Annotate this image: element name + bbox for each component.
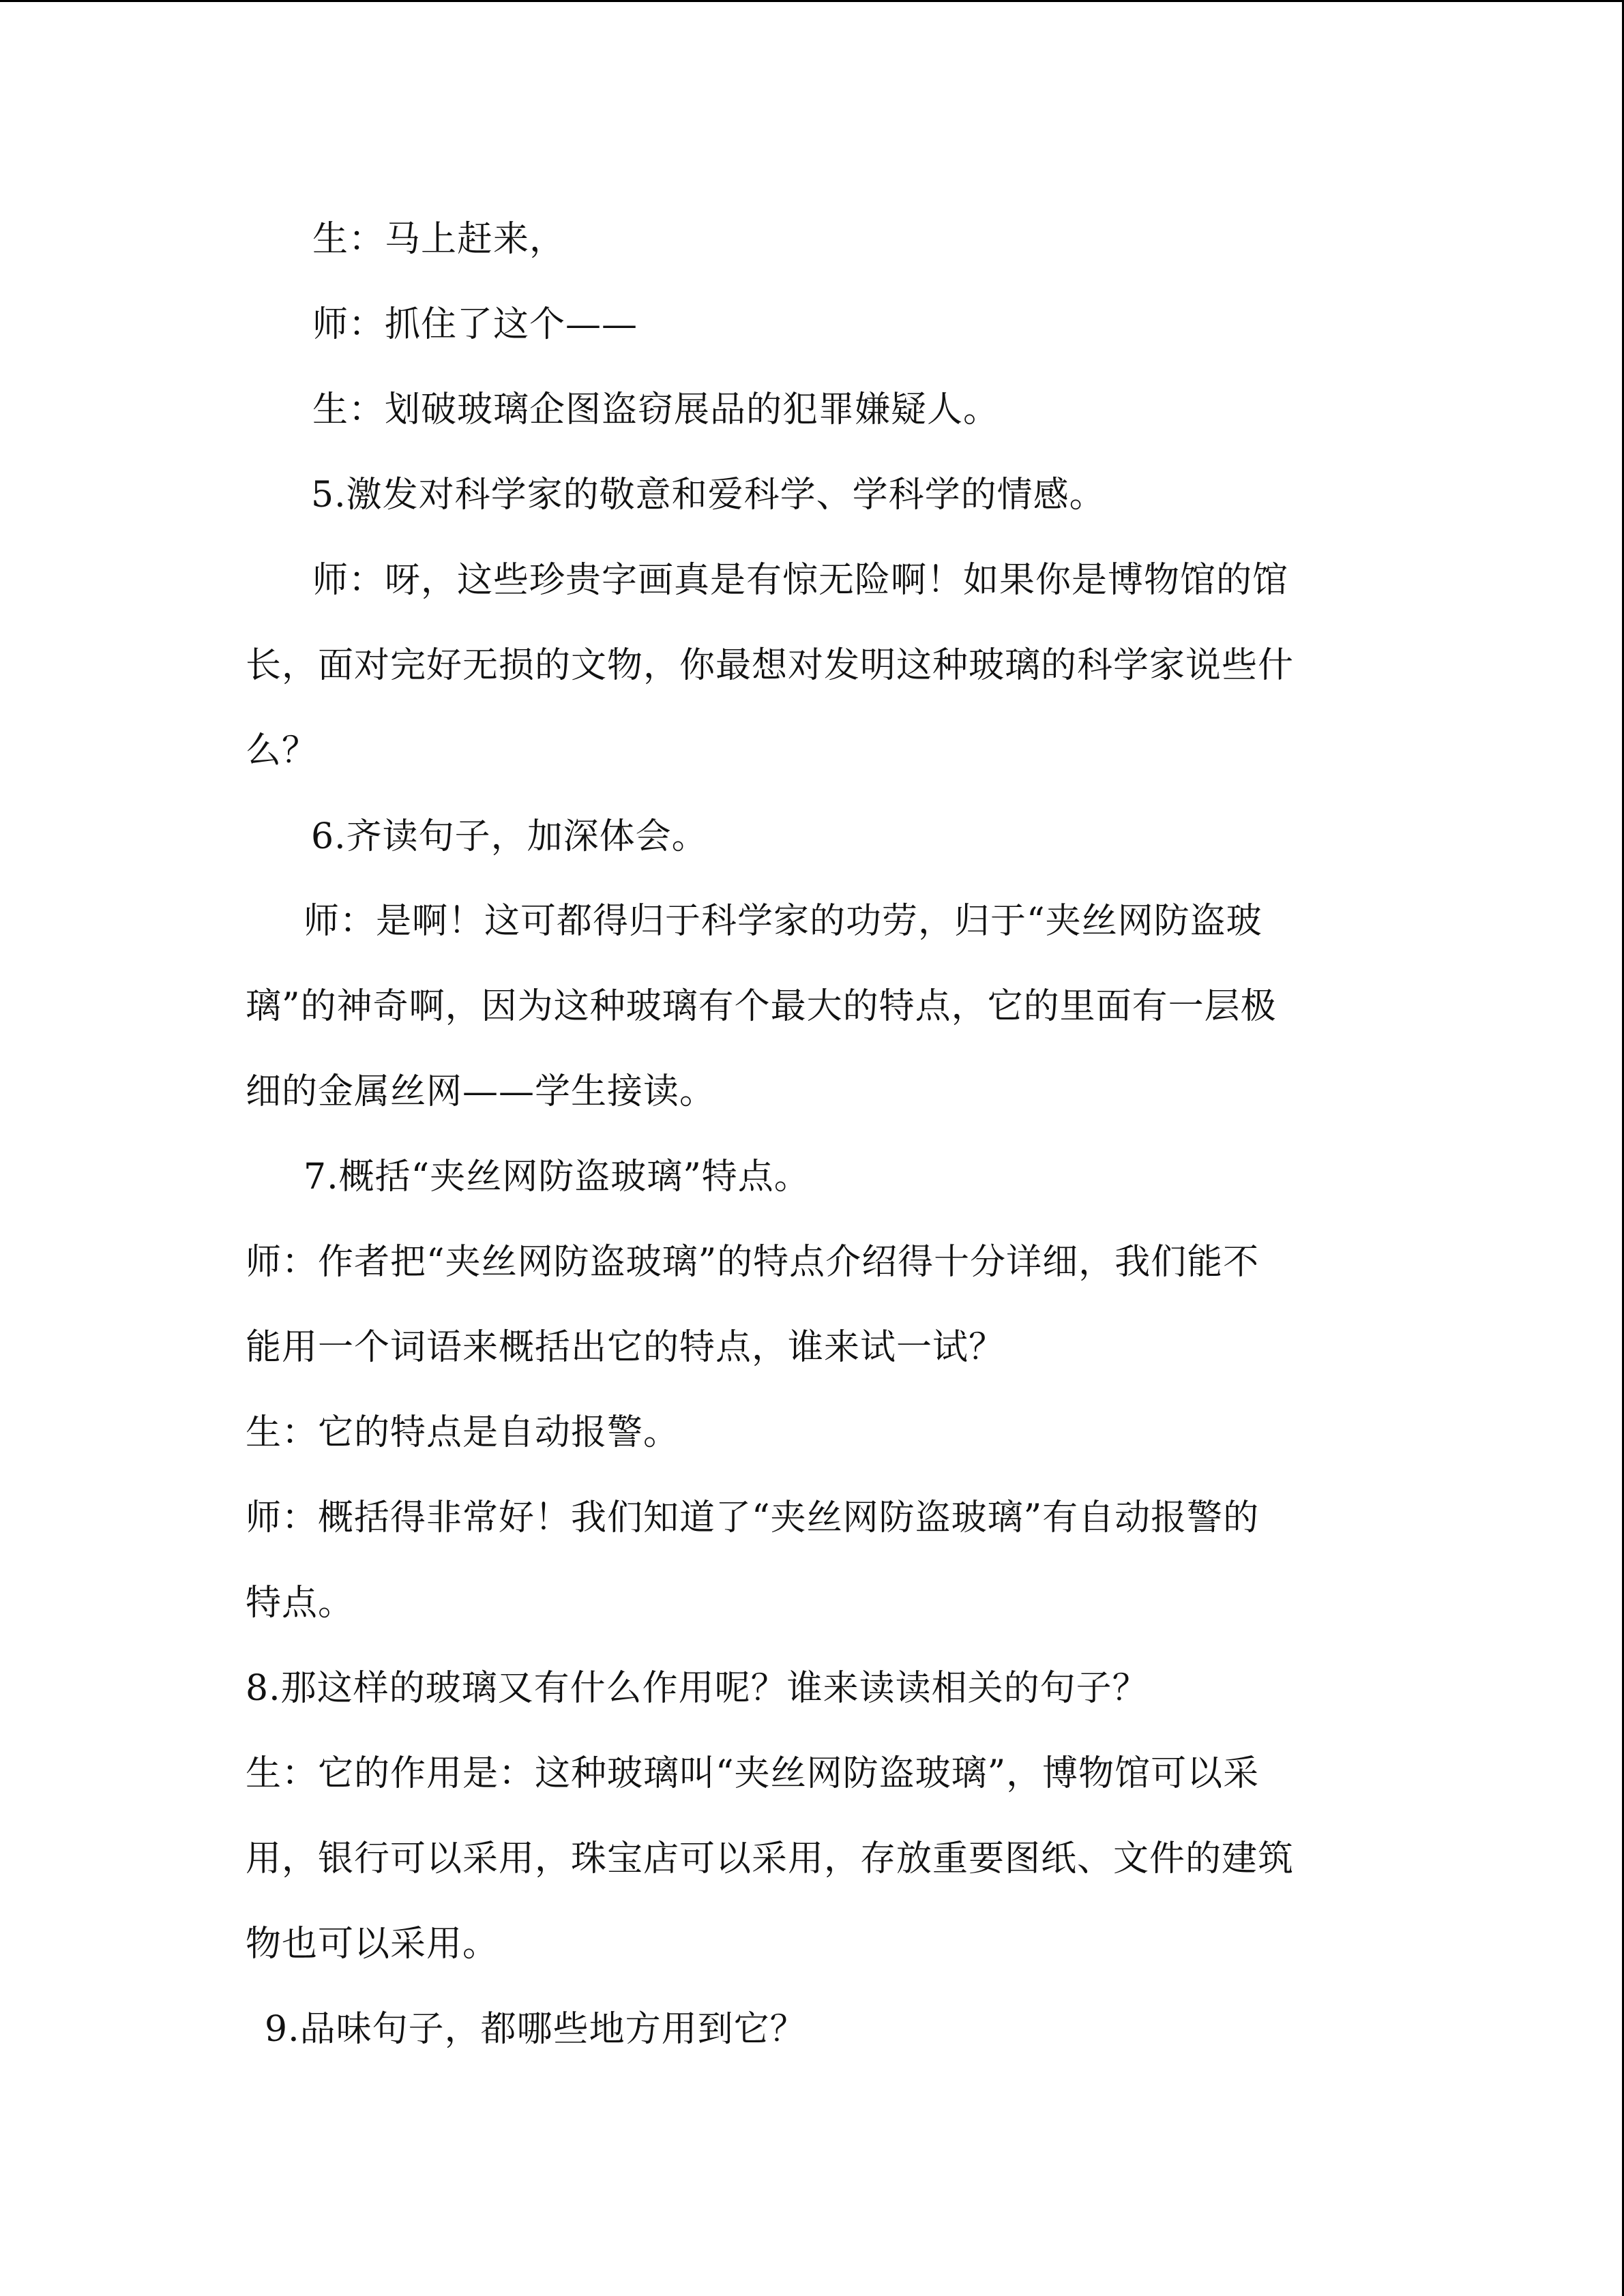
text-line-19: 生：它的作用是：这种玻璃叫“夹丝网防盗玻璃”，博物馆可以采 [246, 1753, 1260, 1794]
text-line-10: 璃”的神奇啊，因为这种玻璃有个最大的特点，它的里面有一层极 [246, 986, 1277, 1027]
text-line-15: 生：它的特点是自动报警。 [246, 1412, 680, 1453]
text-line-9: 师：是啊！这可都得归于科学家的功劳，归于“夹丝网防盗玻 [304, 901, 1263, 942]
text-line-22: 9.品味句子，都哪些地方用到它？ [265, 2009, 806, 2050]
text-line-2: 师：抓住了这个—— [312, 304, 638, 345]
text-line-12: 7.概括“夹丝网防盗玻璃”特点。 [304, 1157, 810, 1197]
text-line-1: 生：马上赶来， [312, 219, 566, 260]
text-line-14: 能用一个词语来概括出它的特点，谁来试一试？ [246, 1327, 1005, 1368]
text-line-16: 师：概括得非常好！我们知道了“夹丝网防盗玻璃”有自动报警的 [246, 1497, 1260, 1538]
text-line-18: 8.那这样的玻璃又有什么作用呢？谁来读读相关的句子？ [246, 1668, 1149, 1709]
text-line-8: 6.齐读句子，加深体会。 [311, 816, 708, 857]
text-line-21: 物也可以采用。 [246, 1924, 499, 1965]
text-line-13: 师：作者把“夹丝网防盗玻璃”的特点介绍得十分详细，我们能不 [246, 1242, 1260, 1283]
text-line-6: 长，面对完好无损的文物，你最想对发明这种玻璃的科学家说些什 [246, 645, 1295, 686]
text-line-11: 细的金属丝网——学生接读。 [246, 1071, 716, 1112]
text-line-3: 生：划破玻璃企图盗窃展品的犯罪嫌疑人。 [312, 389, 1000, 430]
text-line-20: 用，银行可以采用，珠宝店可以采用，存放重要图纸、文件的建筑 [246, 1838, 1295, 1879]
text-line-17: 特点。 [246, 1583, 355, 1624]
text-line-5: 师：呀，这些珍贵字画真是有惊无险啊！如果你是博物馆的馆 [312, 560, 1289, 601]
text-line-7: 么？ [246, 730, 319, 771]
text-line-4: 5.激发对科学家的敬意和爱科学、学科学的情感。 [311, 475, 1106, 516]
